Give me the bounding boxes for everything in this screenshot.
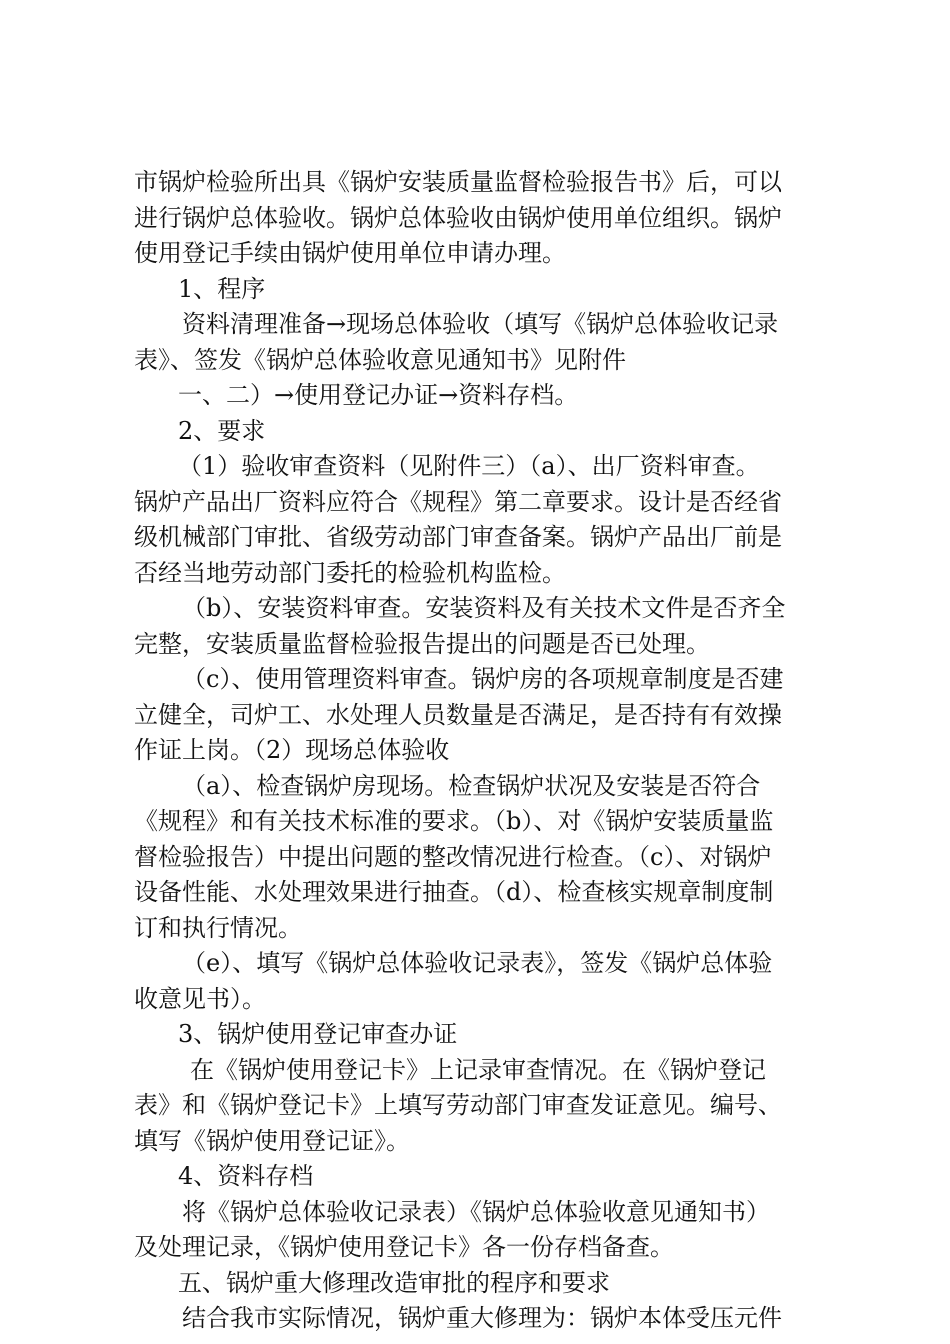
text-line: 设备性能、水处理效果进行抽查。（d）、检查核实规章制度制 [134,878,774,906]
text-line: 市锅炉检验所出具《锅炉安装质量监督检验报告书》后，可以 [134,168,782,196]
text-line: 将《锅炉总体验收记录表）《锅炉总体验收意见通知书） [182,1198,770,1226]
text-line: （c）、使用管理资料审查。锅炉房的各项规章制度是否建 [182,665,784,693]
section-heading: 3、锅炉使用登记审查办证 [178,1020,458,1048]
text-line: （a）、检查锅炉房现场。检查锅炉状况及安装是否符合 [182,772,761,800]
text-line: 填写《锅炉使用登记证》。 [134,1127,410,1155]
text-line: （b）、安装资料审查。安装资料及有关技术文件是否齐全 [182,594,786,622]
section-heading: 1、程序 [178,275,266,303]
text-line: 表》、签发《锅炉总体验收意见通知书》见附件 [134,346,626,374]
text-line: 立健全，司炉工、水处理人员数量是否满足，是否持有有效操 [134,701,782,729]
section-heading: 五、锅炉重大修理改造审批的程序和要求 [178,1269,610,1297]
text-line: 锅炉产品出厂资料应符合《规程》第二章要求。设计是否经省 [134,488,782,516]
text-line: 表》和《锅炉登记卡》上填写劳动部门审查发证意见。编号、 [134,1091,782,1119]
text-line: 一、二）→使用登记办证→资料存档。 [178,381,579,409]
text-line: 使用登记手续由锅炉使用单位申请办理。 [134,239,566,267]
text-line: 《规程》和有关技术标准的要求。（b）、对《锅炉安装质量监 [134,807,774,835]
text-line: （1）验收审查资料（见附件三）（a）、出厂资料审查。 [178,452,760,480]
text-line: 完整，安装质量监督检验报告提出的问题是否已处理。 [134,630,710,658]
text-line: （e）、填写《锅炉总体验收记录表》，签发《锅炉总体验 [182,949,773,977]
text-line: 进行锅炉总体验收。锅炉总体验收由锅炉使用单位组织。锅炉 [134,204,782,232]
section-heading: 4、资料存档 [178,1162,314,1190]
text-line: 级机械部门审批、省级劳动部门审查备案。锅炉产品出厂前是 [134,523,782,551]
text-line: 在《锅炉使用登记卡》上记录审查情况。在《锅炉登记 [190,1056,766,1084]
text-line: 及处理记录，《锅炉使用登记卡》各一份存档备查。 [134,1233,674,1261]
text-line: 订和执行情况。 [134,914,302,942]
text-line: 资料清理准备→现场总体验收（填写《锅炉总体验收记录 [182,310,779,338]
text-line: 督检验报告）中提出问题的整改情况进行检查。（c）、对锅炉 [134,843,772,871]
text-line: 结合我市实际情况，锅炉重大修理为：锅炉本体受压元件 [182,1304,782,1332]
text-line: 收意见书）。 [134,985,266,1013]
section-heading: 2、要求 [178,417,266,445]
text-line: 作证上岗。（2）现场总体验收 [134,736,450,764]
text-line: 否经当地劳动部门委托的检验机构监检。 [134,559,566,587]
